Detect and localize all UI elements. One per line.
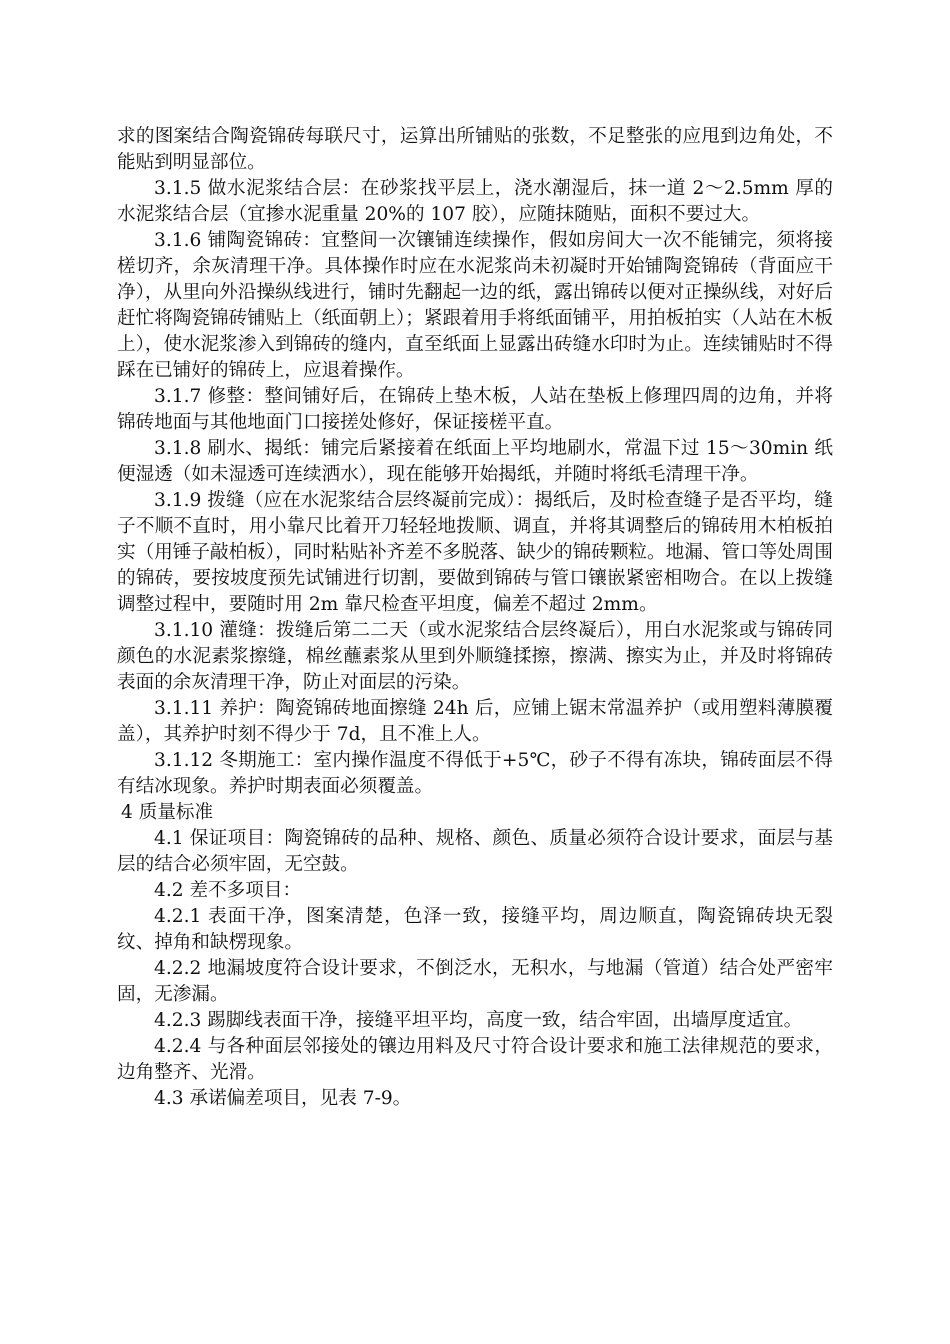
paragraph-3-1-7: 3.1.7 修整：整间铺好后，在锦砖上垫木板，人站在垫板上修理四周的边角，并将锦砖地面与其他地面门口接搓处修好，保证接槎平直。 — [117, 386, 833, 433]
document-body — [117, 124, 833, 1112]
paragraph-4-2-3: 4.2.3 踢脚线表面干净，接缝平坦平均，高度一致，结合牢固，出墙厚度适宜。 — [154, 1010, 803, 1031]
paragraph-4-1: 4.1 保证项目：陶瓷锦砖的品种、规格、颜色、质量必须符合设计要求，面层与基层的结合必须牢固，无空鼓。 — [117, 828, 833, 875]
paragraph-3-1-8: 3.1.8 刷水、揭纸：铺完后紧接着在纸面上平均地刷水，常温下过 15～30min 纸便湿透（如未湿透可连续洒水），现在能够开始揭纸，并随时将纸毛清理干净。 — [117, 438, 833, 485]
paragraph-3-1-6: 3.1.6 铺陶瓷锦砖：宜整间一次镶铺连续操作，假如房间大一次不能铺完，须将接槎切齐，余灰清理干净。具体操作时应在水泥浆尚未初凝时开始铺陶瓷锦砖（背面应干净），从里向外沿操纵线进行，铺时先翻起一边的纸，露出锦砖以便对正操纵线，对好后赶忙将陶瓷锦砖铺贴上（纸面朝上）；紧跟着用手将纸面铺平，用拍板拍实（人站在木板上），使水泥浆渗入到锦砖的缝内，直至纸面上显露出砖缝水印时为止。连续铺贴时不得踩在已铺好的锦砖上，应退着操作。 — [117, 230, 833, 381]
paragraph-4-2: 4.2 差不多项目： — [154, 880, 302, 901]
paragraph-3-1-10: 3.1.10 灌缝：拨缝后第二二天（或水泥浆结合层终凝后），用白水泥浆或与锦砖同颜色的水泥素浆擦缝，棉丝蘸素浆从里到外顺缝揉擦，擦满、擦实为止，并及时将锦砖表面的余灰清理干净，防止对面层的污染。 — [117, 620, 833, 693]
paragraph-continuation: 求的图案结合陶瓷锦砖每联尺寸，运算出所铺贴的张数，不足整张的应甩到边角处，不能贴到明显部位。 — [117, 126, 833, 173]
paragraph-3-1-5: 3.1.5 做水泥浆结合层：在砂浆找平层上，浇水潮湿后，抹一道 2～2.5mm 厚的水泥浆结合层（宜掺水泥重量 20%的 107 胶），应随抹随贴，面积不要过大。 — [117, 178, 833, 225]
paragraph-4-3: 4.3 承诺偏差项目，见表 7-9。 — [154, 1088, 412, 1109]
paragraph-3-1-12: 3.1.12 冬期施工：室内操作温度不得低于+5℃，砂子不得有冻块，锦砖面层不得有结冰现象。养护时期表面必须覆盖。 — [117, 750, 833, 797]
section-heading-4: 4 质量标准 — [121, 802, 214, 823]
paragraph-4-2-4: 4.2.4 与各种面层邻接处的镶边用料及尺寸符合设计要求和施工法律规范的要求，边角整齐、光滑。 — [117, 1036, 833, 1083]
paragraph-3-1-9: 3.1.9 拨缝（应在水泥浆结合层终凝前完成）：揭纸后，及时检查缝子是否平均，缝子不顺不直时，用小靠尺比着开刀轻轻地拨顺、调直，并将其调整后的锦砖用木柏板拍实（用锤子敲柏板），同时粘贴补齐差不多脱落、缺少的锦砖颗粒。地漏、管口等处周围的锦砖，要按坡度预先试铺进行切割，要做到锦砖与管口镶嵌紧密相吻合。在以上拨缝调整过程中，要随时用 2m 靠尺检查平坦度，偏差不超过 2mm。 — [117, 490, 833, 615]
paragraph-4-2-1: 4.2.1 表面干净，图案清楚，色泽一致，接缝平均，周边顺直，陶瓷锦砖块无裂纹、掉角和缺楞现象。 — [117, 906, 833, 953]
paragraph-4-2-2: 4.2.2 地漏坡度符合设计要求，不倒泛水，无积水，与地漏（管道）结合处严密牢固，无渗漏。 — [117, 958, 833, 1005]
paragraph-3-1-11: 3.1.11 养护：陶瓷锦砖地面擦缝 24h 后，应铺上锯末常温养护（或用塑料薄膜覆盖），其养护时刻不得少于 7d，且不准上人。 — [117, 698, 833, 745]
